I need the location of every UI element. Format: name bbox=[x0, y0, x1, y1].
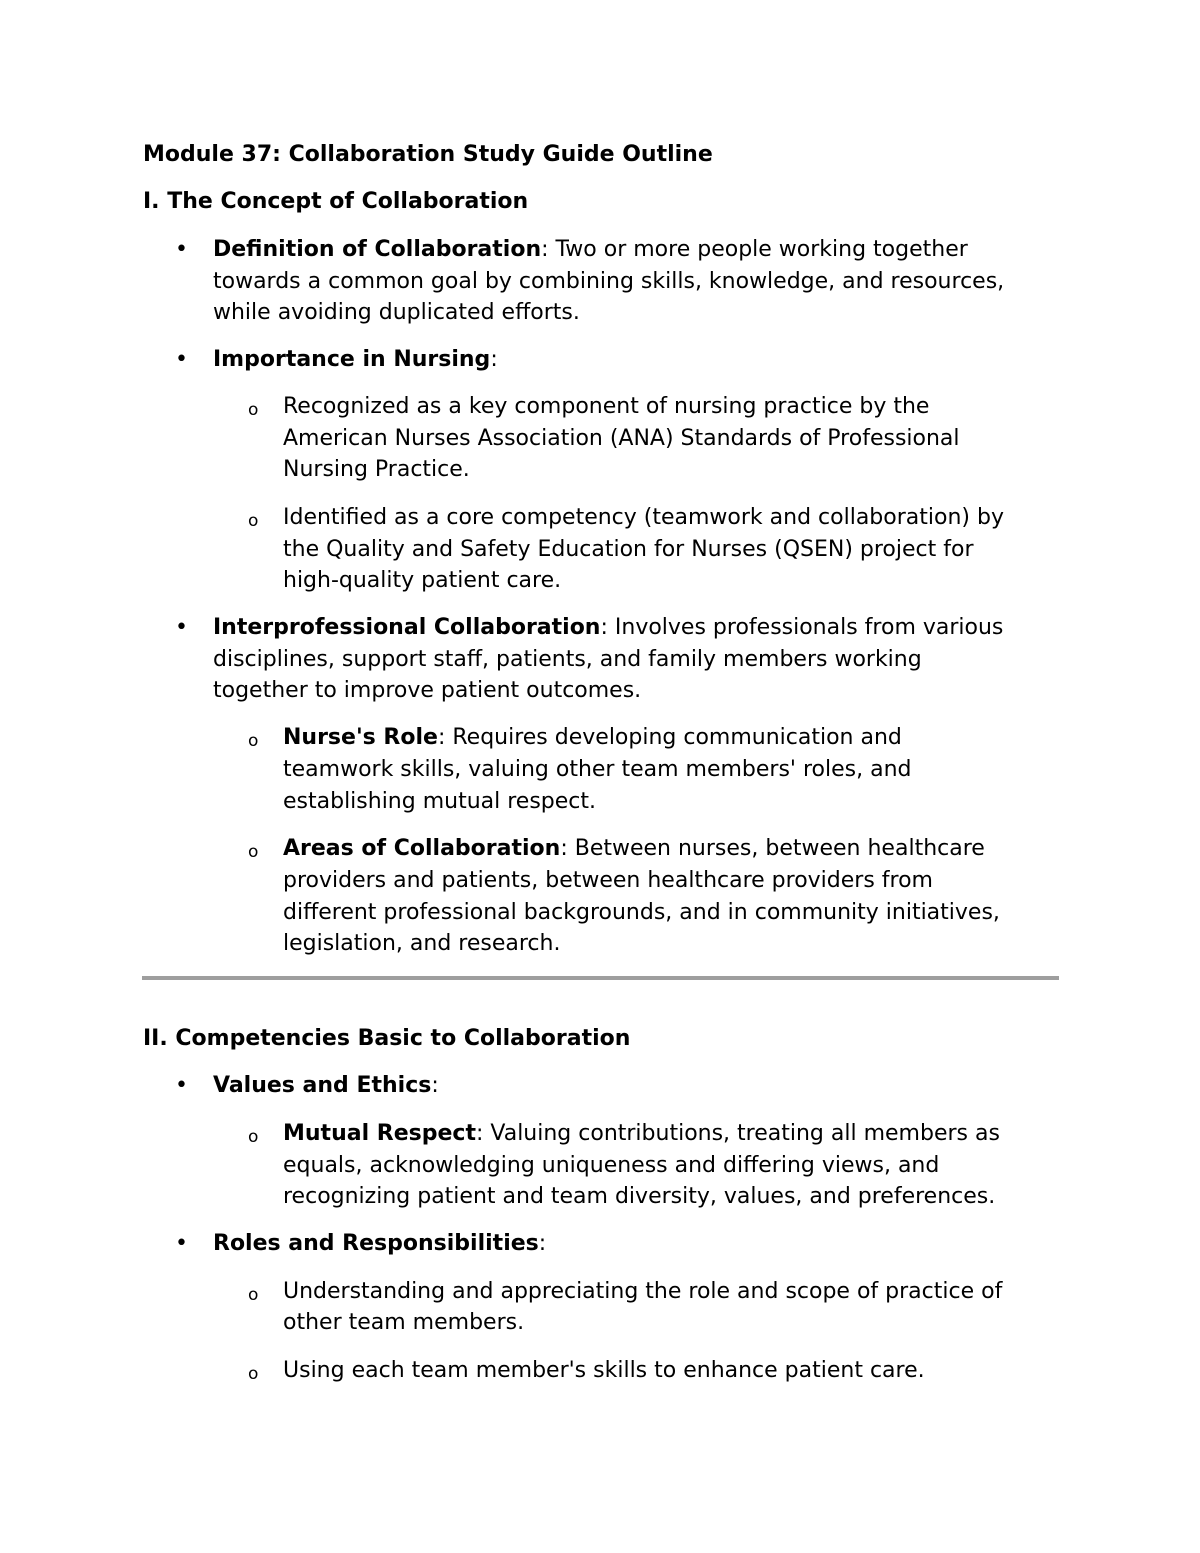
importance-heading: Importance in Nursing: bbox=[213, 347, 498, 372]
bullet-circle: o bbox=[248, 1127, 259, 1147]
values-label: Values and Ethics bbox=[213, 1073, 432, 1098]
qsen-line-1: Identified as a core competency (teamwork and collaboration) by bbox=[283, 505, 1004, 530]
mutual-respect-line-3: recognizing patient and team diversity, values, and preferences. bbox=[283, 1184, 996, 1209]
section-1-heading: I. The Concept of Collaboration bbox=[143, 189, 529, 214]
areas-label: Areas of Collaboration bbox=[283, 836, 561, 861]
interprofessional-line-2: disciplines, support staff, patients, and family members working bbox=[213, 647, 922, 672]
nurse-role-label: Nurse's Role bbox=[283, 725, 438, 750]
document-title: Module 37: Collaboration Study Guide Outline bbox=[143, 142, 713, 167]
values-heading: Values and Ethics: bbox=[213, 1073, 439, 1098]
mutual-respect-line-2: equals, acknowledging uniqueness and differing views, and bbox=[283, 1153, 940, 1178]
roles-heading: Roles and Responsibilities: bbox=[213, 1231, 547, 1256]
interprofessional-label: Interprofessional Collaboration bbox=[213, 615, 601, 640]
areas-line-2: providers and patients, between healthcare providers from bbox=[283, 868, 933, 893]
definition-line-1: Definition of Collaboration: Two or more people working together bbox=[213, 237, 968, 262]
bullet-circle: o bbox=[248, 511, 259, 531]
bullet-disc: • bbox=[175, 615, 188, 640]
importance-label: Importance in Nursing bbox=[213, 347, 491, 372]
interprofessional-line-3: together to improve patient outcomes. bbox=[213, 678, 642, 703]
mutual-respect-label: Mutual Respect bbox=[283, 1121, 476, 1146]
skills-line: Using each team member's skills to enhance patient care. bbox=[283, 1358, 925, 1383]
horizontal-divider bbox=[142, 976, 1059, 980]
bullet-disc: • bbox=[175, 237, 188, 262]
bullet-disc: • bbox=[175, 347, 188, 372]
bullet-circle: o bbox=[248, 400, 259, 420]
qsen-line-2: the Quality and Safety Education for Nurses (QSEN) project for bbox=[283, 537, 974, 562]
nurse-role-line-1: Nurse's Role: Requires developing communication and bbox=[283, 725, 902, 750]
bullet-circle: o bbox=[248, 731, 259, 751]
ana-line-3: Nursing Practice. bbox=[283, 457, 470, 482]
ana-line-1: Recognized as a key component of nursing practice by the bbox=[283, 394, 930, 419]
areas-line-3: different professional backgrounds, and in community initiatives, bbox=[283, 900, 1000, 925]
understanding-line-1: Understanding and appreciating the role and scope of practice of bbox=[283, 1279, 1003, 1304]
nurse-role-line-2: teamwork skills, valuing other team members' roles, and bbox=[283, 757, 912, 782]
roles-label: Roles and Responsibilities bbox=[213, 1231, 539, 1256]
section-2-heading: II. Competencies Basic to Collaboration bbox=[143, 1026, 631, 1051]
bullet-disc: • bbox=[175, 1073, 188, 1098]
areas-line-4: legislation, and research. bbox=[283, 931, 561, 956]
ana-line-2: American Nurses Association (ANA) Standards of Professional bbox=[283, 426, 960, 451]
bullet-circle: o bbox=[248, 842, 259, 862]
definition-label: Definition of Collaboration bbox=[213, 237, 542, 262]
definition-line-2: towards a common goal by combining skills, knowledge, and resources, bbox=[213, 269, 1005, 294]
nurse-role-line-3: establishing mutual respect. bbox=[283, 789, 597, 814]
bullet-circle: o bbox=[248, 1364, 259, 1384]
qsen-line-3: high-quality patient care. bbox=[283, 568, 562, 593]
interprofessional-line-1: Interprofessional Collaboration: Involves professionals from various bbox=[213, 615, 1004, 640]
definition-line-3: while avoiding duplicated efforts. bbox=[213, 300, 580, 325]
mutual-respect-line-1: Mutual Respect: Valuing contributions, treating all members as bbox=[283, 1121, 1000, 1146]
bullet-circle: o bbox=[248, 1285, 259, 1305]
understanding-line-2: other team members. bbox=[283, 1310, 525, 1335]
areas-line-1: Areas of Collaboration: Between nurses, between healthcare bbox=[283, 836, 985, 861]
bullet-disc: • bbox=[175, 1231, 188, 1256]
